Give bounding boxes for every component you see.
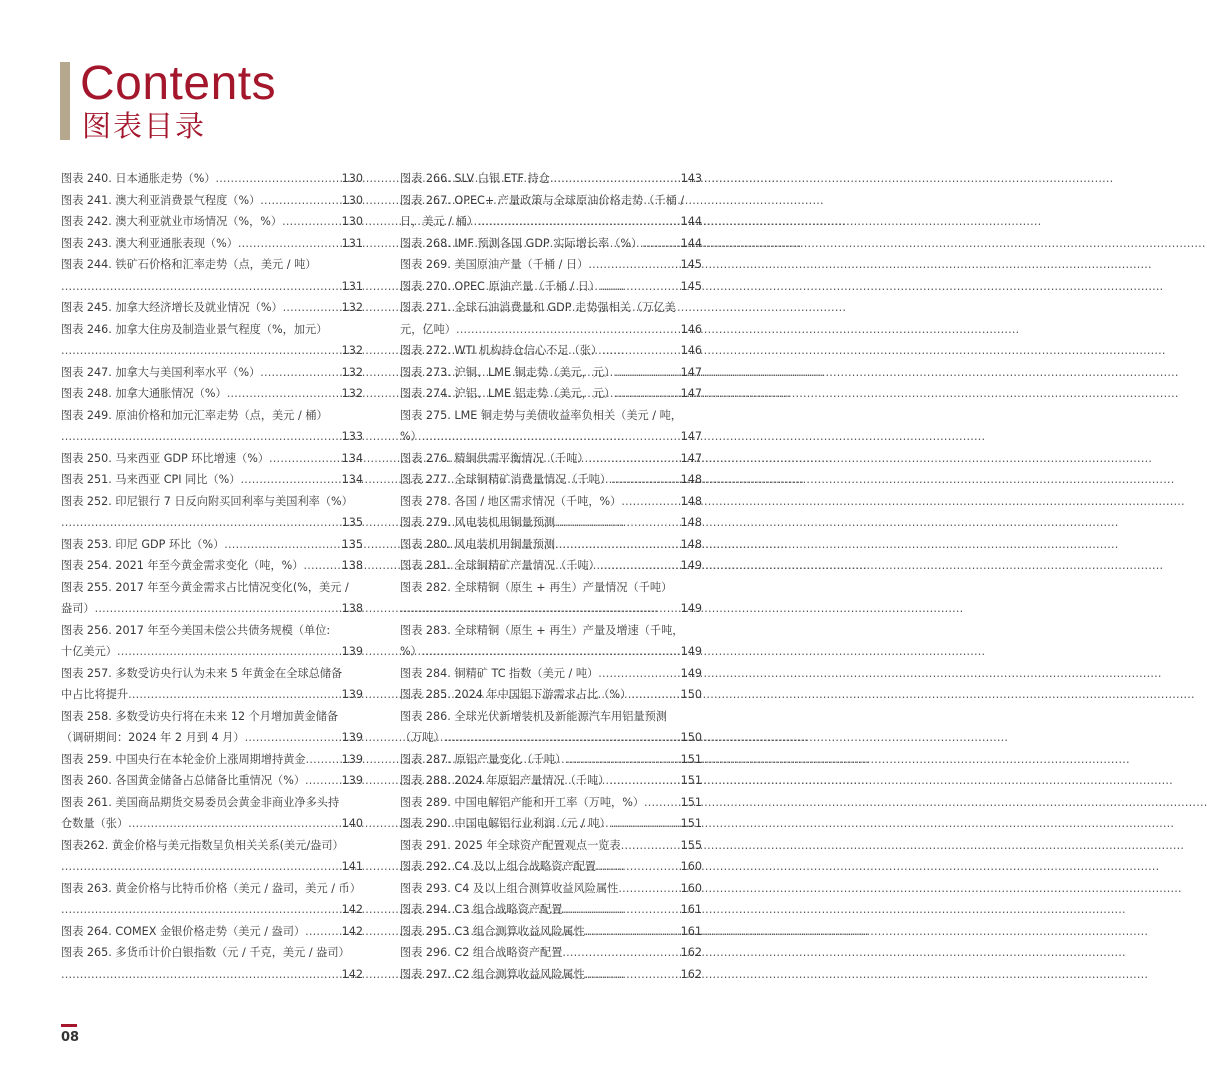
toc-entry[interactable] — [400, 534, 702, 556]
toc-entry[interactable] — [400, 792, 702, 814]
dot-leader — [588, 254, 679, 276]
toc-entry-title: 图表 287. 原铝产量变化（千吨） — [400, 752, 567, 766]
toc-entry-title: 图表 289. 中国电解铝产能和开工率（万吨，%） — [400, 795, 645, 809]
toc-entry[interactable] — [61, 168, 363, 190]
toc-page-number: 162 — [680, 946, 702, 959]
toc-entry[interactable] — [61, 448, 363, 470]
dot-leader — [422, 641, 680, 663]
toc-entry[interactable] — [61, 577, 363, 620]
toc-page-number: 139 — [341, 731, 363, 744]
toc-page-number: 161 — [680, 903, 702, 916]
page-title-cn: 图表目录 — [82, 109, 207, 143]
toc-entry-title: （万吨） — [400, 731, 445, 744]
toc-page-number: 145 — [680, 258, 702, 271]
toc-page-number: 147 — [680, 430, 702, 443]
toc-entry-title: 图表 291. 2025 年全球资产配置观点一览表 — [400, 838, 621, 852]
toc-page-number: 131 — [341, 236, 363, 250]
dot-leader — [566, 749, 679, 771]
toc-page-number: 146 — [680, 322, 702, 336]
toc-entry[interactable] — [400, 921, 702, 943]
toc-page-number: 132 — [341, 365, 363, 379]
toc-page-number: 149 — [680, 559, 702, 572]
toc-page-number: 138 — [341, 559, 363, 572]
toc-page-number: 149 — [680, 645, 702, 658]
toc-page-number: 130 — [341, 215, 363, 228]
dot-leader — [600, 555, 680, 577]
toc-entry-title: 图表 282. 全球精铜（原生 + 再生）产量情况（千吨） — [400, 580, 673, 594]
toc-entry[interactable] — [400, 512, 702, 534]
toc-entry[interactable] — [400, 362, 702, 384]
toc-entry[interactable] — [61, 405, 363, 448]
toc-entry[interactable] — [61, 319, 363, 362]
page-title-en: Contents — [80, 57, 277, 110]
toc-entry[interactable] — [400, 899, 702, 921]
toc-entry-title: 图表 245. 加拿大经济增长及就业情况（%） — [61, 301, 283, 314]
dot-leader — [598, 663, 679, 685]
toc-entry-title: 图表262. 黄金价格与美元指数呈负相关关系(美元/盎司） — [61, 838, 344, 852]
toc-page-number: 142 — [341, 903, 363, 916]
toc-entry[interactable] — [400, 276, 702, 298]
toc-entry-title: 图表 255. 2017 年至今黄金需求占比情况变化(%，美元 / — [61, 580, 349, 594]
toc-entry[interactable] — [61, 211, 363, 233]
toc-entry-title: 图表 285. 2024 年中国铝下游需求占比（%） — [400, 688, 632, 701]
toc-page-number: 146 — [680, 344, 702, 357]
toc-entry-title: 图表 286. 全球光伏新增装机及新能源汽车用铝量预测 — [400, 709, 667, 723]
toc-entry[interactable] — [61, 233, 363, 255]
dot-leader — [615, 383, 679, 405]
toc-entry-title: 图表 266. SLV 白银 ETF 持仓 — [400, 172, 550, 185]
toc-page-number: 144 — [680, 215, 702, 228]
toc-page-number: 150 — [680, 688, 702, 701]
toc-page-number: 132 — [341, 301, 363, 314]
toc-entry-title: 图表 242. 澳大利亚就业市场情况（%，%） — [61, 215, 283, 228]
toc-page-number: 151 — [680, 752, 702, 766]
dot-leader — [304, 555, 341, 577]
toc-entry[interactable] — [400, 340, 702, 362]
dot-leader — [422, 426, 680, 448]
toc-entry[interactable] — [61, 190, 363, 212]
dot-leader — [260, 362, 340, 384]
toc-entry-title: 图表 272. WTI 机构持仓信心不足（张） — [400, 344, 603, 357]
toc-page-number: 147 — [680, 365, 702, 379]
dot-leader — [615, 362, 679, 384]
toc-page-number: 155 — [680, 838, 702, 852]
page-number: 08 — [61, 1030, 80, 1045]
toc-entry-title: 图表 277. 全球铜精矿消费量情况（千吨） — [400, 473, 612, 486]
toc-page-number: 143 — [680, 172, 702, 185]
toc-page-number: 151 — [680, 774, 702, 787]
toc-entry-title: 图表 243. 澳大利亚通胀表现（%） — [61, 236, 238, 250]
toc-page-number: 148 — [680, 516, 702, 529]
dot-leader — [631, 684, 679, 706]
toc-page-number: 132 — [341, 344, 363, 357]
toc-entry[interactable] — [400, 942, 702, 964]
toc-entry-title: 盎司） — [61, 602, 95, 615]
toc-page-number: 132 — [341, 387, 363, 400]
toc-entry-title: 图表 261. 美国商品期货交易委员会黄金非商业净多头持 — [61, 795, 340, 809]
dot-leader — [562, 942, 679, 964]
toc-page-number: 150 — [680, 731, 702, 744]
dot-leader — [644, 792, 680, 814]
toc-page-number: 141 — [341, 860, 363, 873]
toc-entry-title: 图表 280. 风电装机用铜量预测 — [400, 537, 556, 551]
toc-page-number: 145 — [680, 279, 702, 293]
dot-leader — [611, 813, 680, 835]
toc-entry[interactable] — [400, 168, 702, 190]
toc-entry-title: 图表 269. 美国原油产量（千桶 / 日） — [400, 258, 589, 271]
toc-entry-title: 图表 265. 多货币计价白银指数（元 / 千克，美元 / 盎司） — [61, 946, 350, 959]
toc-page-number: 135 — [341, 516, 363, 529]
dot-leader — [117, 641, 341, 663]
toc-entry[interactable] — [400, 770, 702, 792]
toc-entry[interactable] — [400, 813, 702, 835]
dot-leader — [95, 598, 341, 620]
toc-page-number: 148 — [680, 537, 702, 551]
dot-leader — [61, 964, 341, 986]
toc-page-number: 149 — [680, 666, 702, 680]
toc-entry-title: 图表 248. 加拿大通胀情况（%） — [61, 387, 227, 400]
toc-page-number: 135 — [341, 537, 363, 551]
toc-page-number: 142 — [341, 967, 363, 981]
dot-leader — [610, 770, 680, 792]
toc-entry[interactable] — [61, 383, 363, 405]
toc-entry[interactable] — [400, 620, 702, 663]
dot-leader — [245, 727, 341, 749]
toc-entry[interactable] — [400, 835, 702, 857]
toc-entry-title: 图表 259. 中国央行在本轮金价上涨周期增持黄金 — [61, 752, 306, 766]
toc-entry-title: 图表 270. OPEC 原油产量（千桶 / 日） — [400, 279, 600, 293]
toc-entry-title: 图表 247. 加拿大与美国利率水平（%） — [61, 365, 261, 379]
dot-leader — [555, 534, 680, 556]
toc-entry-title: 图表 251. 马来西亚 CPI 同比（%） — [61, 473, 241, 486]
dot-leader — [283, 297, 341, 319]
toc-entry[interactable] — [61, 469, 363, 491]
title-accent-bar — [60, 62, 70, 140]
toc-page-number: 148 — [680, 473, 702, 486]
toc-page-number: 130 — [341, 172, 363, 185]
toc-entry[interactable] — [400, 383, 702, 405]
toc-entry-title: 图表 290. 中国电解铝行业利润（元 / 吨） — [400, 817, 611, 830]
toc-entry[interactable] — [61, 663, 363, 706]
dot-leader — [224, 534, 340, 556]
toc-entry[interactable] — [400, 491, 702, 513]
toc-entry-title: 图表 246. 加拿大住房及制造业景气程度（%，加元） — [61, 322, 328, 336]
toc-entry-title: 图表 281. 全球铜精矿产量情况（千吨） — [400, 559, 600, 572]
dot-leader — [400, 598, 680, 620]
toc-entry[interactable] — [61, 297, 363, 319]
dot-leader — [128, 813, 341, 835]
dot-leader — [585, 964, 680, 986]
dot-leader — [621, 835, 680, 857]
dot-leader — [238, 233, 341, 255]
toc-page-number: 138 — [341, 602, 363, 615]
toc-entry[interactable] — [61, 878, 363, 921]
toc-page-number: 162 — [680, 967, 702, 981]
toc-entry[interactable] — [400, 469, 702, 491]
toc-entry-title: 图表 288. 2024 年原铝产量情况（千吨） — [400, 774, 610, 787]
toc-entry-title: 图表 292. C4 及以上组合战略资产配置 — [400, 860, 596, 873]
toc-entry-title: 图表 241. 澳大利亚消费景气程度（%） — [61, 193, 261, 207]
toc-entry-title: 十亿美元） — [61, 645, 117, 658]
toc-entry-title: 元，亿吨） — [400, 322, 456, 336]
toc-entry[interactable] — [61, 749, 363, 771]
toc-entry[interactable] — [61, 770, 363, 792]
toc-entry[interactable] — [61, 921, 363, 943]
toc-entry[interactable] — [61, 620, 363, 663]
toc-entry[interactable] — [400, 749, 702, 771]
toc-entry-title: 图表 294. C3 组合战略资产配置 — [400, 903, 563, 916]
toc-entry[interactable] — [400, 555, 702, 577]
dot-leader — [306, 749, 341, 771]
dot-leader — [478, 211, 680, 233]
dot-leader — [269, 448, 341, 470]
dot-leader — [456, 319, 680, 341]
toc-entry[interactable] — [400, 233, 702, 255]
dot-leader — [642, 233, 679, 255]
toc-page-number: 134 — [341, 473, 363, 486]
toc-entry[interactable] — [61, 835, 363, 878]
toc-entry[interactable] — [400, 297, 702, 340]
toc-page-number: 147 — [680, 451, 702, 465]
toc-page-number: 161 — [680, 924, 702, 938]
toc-page-number: 133 — [341, 430, 363, 443]
dot-leader — [241, 469, 341, 491]
toc-entry[interactable] — [400, 684, 702, 706]
dot-leader — [227, 383, 341, 405]
toc-entry-title: 图表 252. 印尼银行 7 日反向附买回利率与美国利率（%） — [61, 494, 353, 508]
toc-entry[interactable] — [61, 491, 363, 534]
toc-page-number: 142 — [341, 924, 363, 938]
toc-entry-title: 中占比将提升 — [61, 688, 129, 701]
dot-leader — [562, 899, 679, 921]
dot-leader — [585, 921, 680, 943]
dot-leader — [305, 770, 341, 792]
toc-entry-title: 图表 258. 多数受访央行将在未来 12 个月增加黄金储备 — [61, 709, 339, 723]
toc-page-number: 139 — [341, 752, 363, 766]
toc-entry-title: 图表 260. 各国黄金储备占总储备比重情况（%） — [61, 774, 306, 787]
dot-leader — [260, 190, 340, 212]
toc-page-number: 148 — [680, 494, 702, 508]
toc-entry[interactable] — [400, 577, 702, 620]
toc-page-number: 130 — [341, 193, 363, 207]
toc-entry[interactable] — [61, 792, 363, 835]
toc-entry[interactable] — [61, 706, 363, 749]
toc-page-number: 131 — [341, 279, 363, 293]
dot-leader — [589, 448, 680, 470]
dot-leader — [611, 469, 680, 491]
toc-page-number: 139 — [341, 645, 363, 658]
toc-page-number: 144 — [680, 236, 702, 250]
dot-leader — [305, 921, 341, 943]
toc-entry[interactable] — [400, 964, 702, 986]
dot-leader — [618, 878, 679, 900]
toc-page-number: 139 — [341, 774, 363, 787]
toc-entry-title: %） — [400, 645, 422, 658]
footer-accent-bar — [61, 1024, 77, 1027]
dot-leader — [128, 684, 341, 706]
toc-entry-title: 图表 268. IMF 预测各国 GDP 实际增长率（%） — [400, 236, 643, 250]
toc-page-number: 140 — [341, 817, 363, 830]
toc-entry-title: 图表 271. 全球石油消费量和 GDP 走势强相关（万亿美 — [400, 301, 676, 314]
toc-entry-title: 图表 254. 2021 年至今黄金需求变化（吨，%） — [61, 559, 304, 572]
toc-entry[interactable] — [61, 555, 363, 577]
dot-leader — [216, 168, 341, 190]
toc-entry-title: 图表 267. OPEC+ 产量政策与全球原油价格走势（千桶 / — [400, 193, 685, 207]
dot-leader — [445, 727, 680, 749]
toc-page-number: 147 — [680, 387, 702, 400]
toc-entry-title: （调研期间：2024 年 2 月到 4 月） — [61, 731, 245, 744]
toc-entry-title: 图表 274. 沪铝、LME 铝走势（美元，元） — [400, 387, 616, 400]
toc-entry[interactable] — [61, 534, 363, 556]
dot-leader — [61, 512, 341, 534]
toc-entry-title: 图表 257. 多数受访央行认为未来 5 年黄金在全球总储备 — [61, 666, 343, 680]
toc-entry-title: 图表 284. 铜精矿 TC 指数（美元 / 吨） — [400, 666, 599, 680]
toc-entry-title: 图表 249. 原油价格和加元汇率走势（点，美元 / 桶） — [61, 408, 328, 422]
toc-page-number: 151 — [680, 817, 702, 830]
toc-page-number: 151 — [680, 795, 702, 809]
dot-leader — [61, 856, 341, 878]
toc-entry-title: 图表 275. LME 铜走势与美债收益率负相关（美元 / 吨， — [400, 408, 682, 422]
toc-entry-title: 图表 264. COMEX 金银价格走势（美元 / 盎司） — [61, 924, 306, 938]
toc-entry[interactable] — [400, 448, 702, 470]
toc-entry-title: 图表 256. 2017 年至今美国未偿公共债务规模（单位: — [61, 623, 331, 637]
toc-entry[interactable] — [61, 942, 363, 985]
dot-leader — [621, 491, 679, 513]
toc-entry[interactable] — [400, 254, 702, 276]
toc-left-column — [61, 168, 363, 985]
toc-entry-title: 图表 244. 铁矿石价格和汇率走势（点，美元 / 吨） — [61, 258, 317, 271]
toc-entry[interactable] — [400, 856, 702, 878]
dot-leader — [596, 856, 680, 878]
toc-entry[interactable] — [400, 405, 702, 448]
toc-page-number: 160 — [680, 860, 702, 873]
dot-leader — [61, 899, 341, 921]
toc-entry-title: 图表 279. 风电装机用铜量预测 — [400, 516, 556, 529]
dot-leader — [600, 276, 680, 298]
toc-entry-title: %） — [400, 430, 422, 443]
toc-entry[interactable] — [400, 878, 702, 900]
dot-leader — [61, 340, 341, 362]
toc-entry-title: 图表 283. 全球精铜（原生 + 再生）产量及增速（千吨， — [400, 623, 684, 637]
toc-page-number: 134 — [341, 451, 363, 465]
toc-entry-title: 图表 263. 黄金价格与比特币价格（美元 / 盎司，美元 / 币） — [61, 881, 361, 895]
toc-entry-title: 仓数量（张） — [61, 817, 129, 830]
dot-leader — [61, 426, 341, 448]
dot-leader — [61, 276, 341, 298]
toc-entry-title: 图表 253. 印尼 GDP 环比（%） — [61, 537, 225, 551]
toc-entry[interactable] — [400, 706, 702, 749]
toc-entry[interactable] — [61, 362, 363, 384]
toc-entry[interactable] — [61, 254, 363, 297]
toc-page-number: 149 — [680, 602, 702, 615]
toc-page-number: 139 — [341, 688, 363, 701]
dot-leader — [550, 168, 680, 190]
dot-leader — [555, 512, 680, 534]
dot-leader — [602, 340, 679, 362]
toc-entry-title: 图表 296. C2 组合战略资产配置 — [400, 946, 563, 959]
toc-entry-title: 图表 273. 沪铜、LME 铜走势（美元，元） — [400, 365, 616, 379]
toc-entry-title: 图表 240. 日本通胀走势（%） — [61, 172, 216, 185]
toc-entry[interactable] — [400, 663, 702, 685]
toc-right-column — [400, 168, 702, 985]
toc-entry-title: 图表 276. 精铜供需平衡情况（千吨） — [400, 451, 589, 465]
toc-page-number: 160 — [680, 881, 702, 895]
toc-entry-title: 图表 295. C3 组合测算收益风险属性 — [400, 924, 585, 938]
toc-entry-title: 图表 250. 马来西亚 GDP 环比增速（%） — [61, 451, 270, 465]
toc-entry-title: 日，美元 / 桶） — [400, 215, 479, 228]
dot-leader — [282, 211, 341, 233]
toc-entry[interactable] — [400, 190, 702, 233]
toc-entry-title: 图表 297. C2 组合测算收益风险属性 — [400, 967, 585, 981]
toc-entry-title: 图表 293. C4 及以上组合测算收益风险属性 — [400, 881, 619, 895]
toc-entry-title: 图表 278. 各国 / 地区需求情况（千吨，%） — [400, 494, 622, 508]
